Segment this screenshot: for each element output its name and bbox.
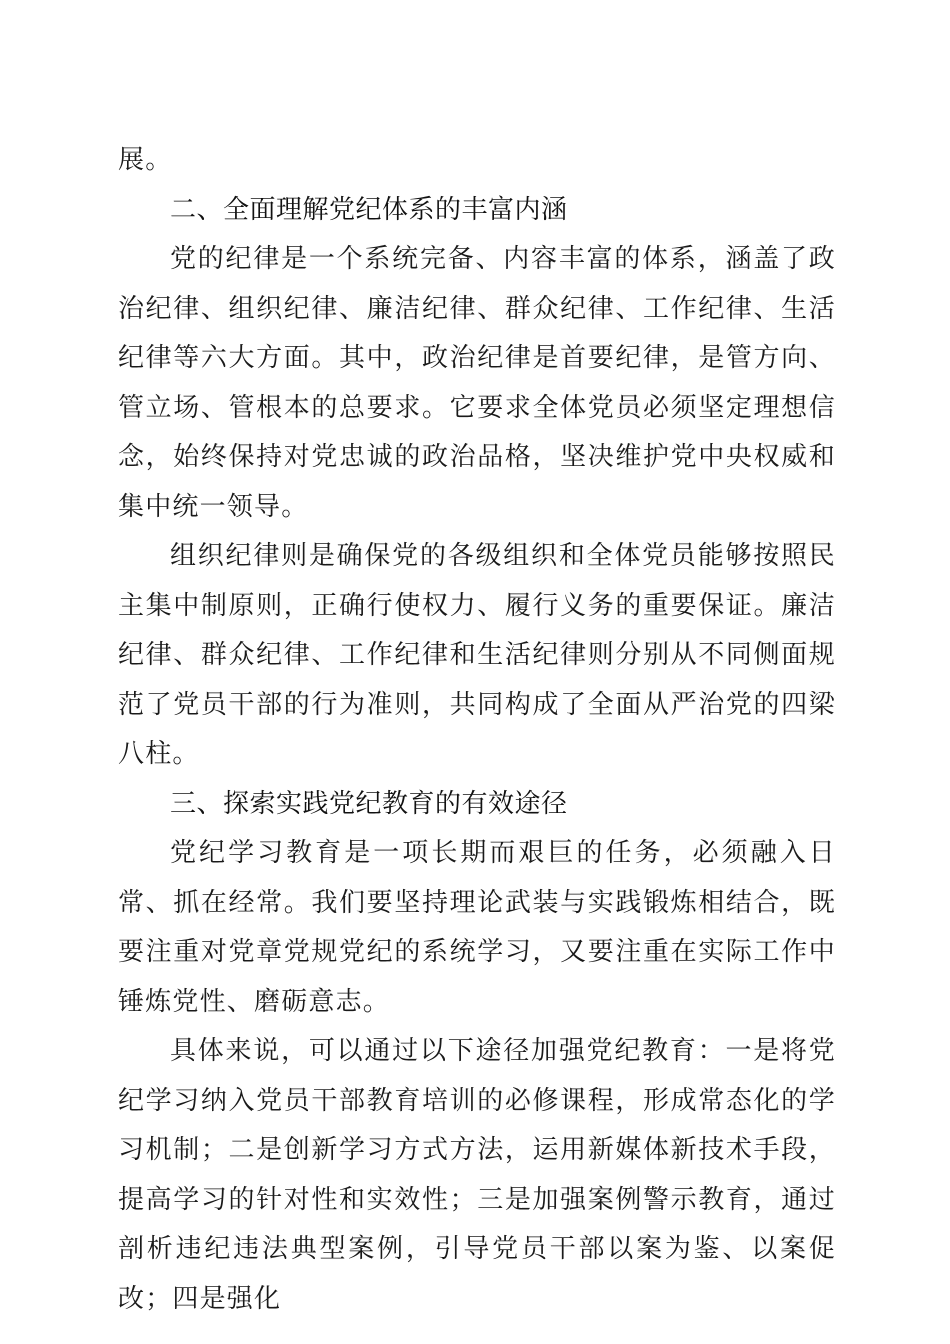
document-body bbox=[118, 136, 836, 1324]
paragraph-organizational-discipline: 组织纪律则是确保党的各级组织和全体党员能够按照民主集中制原则，正确行使权力、履行义务的重要保证。廉洁纪律、群众纪律、工作纪律和生活纪律则分别从不同侧面规范了党员干部的行为准则，共同构成了全面从严治党的四梁八柱。 bbox=[118, 541, 836, 769]
section-heading-2: 二、全面理解党纪体系的丰富内涵 bbox=[170, 194, 568, 225]
paragraph-discipline-education: 党纪学习教育是一项长期而艰巨的任务，必须融入日常、抓在经常。我们要坚持理论武装与实践锻炼相结合，既要注重对党章党规党纪的系统学习，又要注重在实际工作中锤炼党性、磨砺意志。 bbox=[118, 838, 836, 1017]
paragraph-specific-approaches: 具体来说，可以通过以下途径加强党纪教育：一是将党纪学习纳入党员干部教育培训的必修课程，形成常态化的学习机制；二是创新学习方式方法，运用新媒体新技术手段，提高学习的针对性和实效性；三是加强案例警示教育，通过剖析违纪违法典型案例，引导党员干部以案为鉴、以案促改；四是强化 bbox=[118, 1036, 836, 1314]
paragraph-continued: 展。 bbox=[118, 145, 173, 175]
paragraph-party-discipline-system: 党的纪律是一个系统完备、内容丰富的体系，涵盖了政治纪律、组织纪律、廉洁纪律、群众纪律、工作纪律、生活纪律等六大方面。其中，政治纪律是首要纪律，是管方向、管立场、管根本的总要求。它要求全体党员必须坚定理想信念，始终保持对党忠诚的政治品格，坚决维护党中央权威和集中统一领导。 bbox=[118, 244, 836, 522]
section-heading-3: 三、探索实践党纪教育的有效途径 bbox=[170, 788, 568, 819]
